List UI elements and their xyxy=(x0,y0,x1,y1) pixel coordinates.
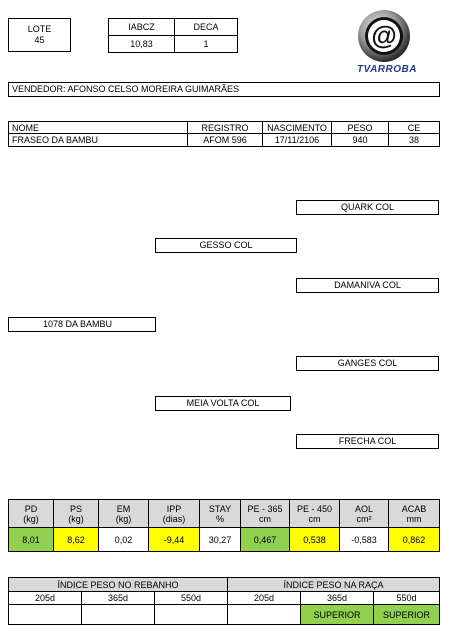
vendedor-box xyxy=(8,82,440,97)
pedigree-sire-dam: MEIA VOLTA COL xyxy=(155,396,291,411)
rebanho-550-value xyxy=(155,605,228,625)
em-value: 0,02 xyxy=(99,528,149,552)
pe365-value: 0,467 xyxy=(241,528,290,552)
raca-205-header: 205d xyxy=(228,592,301,605)
raca-205-value xyxy=(228,605,301,625)
raca-365-value: SUPERIOR xyxy=(301,605,374,625)
logo-text: TVARROBA xyxy=(357,64,417,75)
stay-value: 30,27 xyxy=(200,528,241,552)
metric-header: ACAB mm xyxy=(389,500,440,528)
indice-rebanho-title: ÍNDICE PESO NO REBANHO xyxy=(9,578,228,592)
metric-header: IPP (dias) xyxy=(149,500,200,528)
metric-header: STAY % xyxy=(200,500,241,528)
indice-raca-title: ÍNDICE PESO NA RAÇA xyxy=(228,578,440,592)
metric-header: EM (kg) xyxy=(99,500,149,528)
peso-header: PESO xyxy=(332,122,389,134)
nascimento-value: 17/11/2106 xyxy=(263,134,332,147)
nome-value: FRASEO DA BAMBU xyxy=(9,134,188,147)
metrics-table xyxy=(8,499,440,552)
metric-header: AOL cm² xyxy=(340,500,389,528)
rebanho-550-header: 550d xyxy=(155,592,228,605)
tv-arroba-logo xyxy=(340,8,440,78)
raca-550-header: 550d xyxy=(374,592,440,605)
acab-value: 0,862 xyxy=(389,528,440,552)
animal-table xyxy=(8,121,440,147)
rebanho-205-header: 205d xyxy=(9,592,82,605)
ce-header: CE xyxy=(389,122,440,134)
metrics-header-row xyxy=(9,500,440,528)
ps-value: 8,62 xyxy=(54,528,99,552)
pedigree-sire-dam-dam: FRECHA COL xyxy=(296,434,439,449)
ce-value: 38 xyxy=(389,134,440,147)
logo-glyph: @ xyxy=(371,20,397,50)
rebanho-365-value xyxy=(82,605,155,625)
indice-peso-table xyxy=(8,577,440,625)
vendedor-text: VENDEDOR: AFONSO CELSO MOREIRA GUIMARÃES xyxy=(12,84,240,94)
metrics-value-row xyxy=(9,528,440,552)
lote-box xyxy=(8,18,71,52)
nascimento-header: NASCIMENTO xyxy=(263,122,332,134)
registro-value: AFOM 596 xyxy=(188,134,263,147)
metric-header: PE - 450 cm xyxy=(290,500,340,528)
ipp-value: -9,44 xyxy=(149,528,200,552)
pedigree-sire-dam-sire: GANGES COL xyxy=(296,356,439,371)
peso-value: 940 xyxy=(332,134,389,147)
pedigree-sire-sire-dam: DAMANIVA COL xyxy=(296,278,439,293)
raca-365-header: 365d xyxy=(301,592,374,605)
pedigree-sire-sire: GESSO COL xyxy=(155,238,297,253)
lote-label: LOTE xyxy=(27,24,52,34)
iabcz-header: IABCZ xyxy=(109,19,175,36)
deca-value: 1 xyxy=(175,36,238,53)
aol-value: -0,583 xyxy=(340,528,389,552)
registro-header: REGISTRO xyxy=(188,122,263,134)
rebanho-365-header: 365d xyxy=(82,592,155,605)
pe450-value: 0,538 xyxy=(290,528,340,552)
rebanho-205-value xyxy=(9,605,82,625)
deca-header: DECA xyxy=(175,19,238,36)
metric-header: PD (kg) xyxy=(9,500,54,528)
metric-header: PE - 365 cm xyxy=(241,500,290,528)
lote-value: 45 xyxy=(34,35,45,45)
raca-550-value: SUPERIOR xyxy=(374,605,440,625)
metric-header: PS (kg) xyxy=(54,500,99,528)
pedigree-sire-sire-sire: QUARK COL xyxy=(296,200,439,215)
nome-header: NOME xyxy=(9,122,188,134)
pedigree-sire: 1078 DA BAMBU xyxy=(8,317,156,332)
indices-table xyxy=(108,18,238,53)
iabcz-value: 10,83 xyxy=(109,36,175,53)
pd-value: 8,01 xyxy=(9,528,54,552)
